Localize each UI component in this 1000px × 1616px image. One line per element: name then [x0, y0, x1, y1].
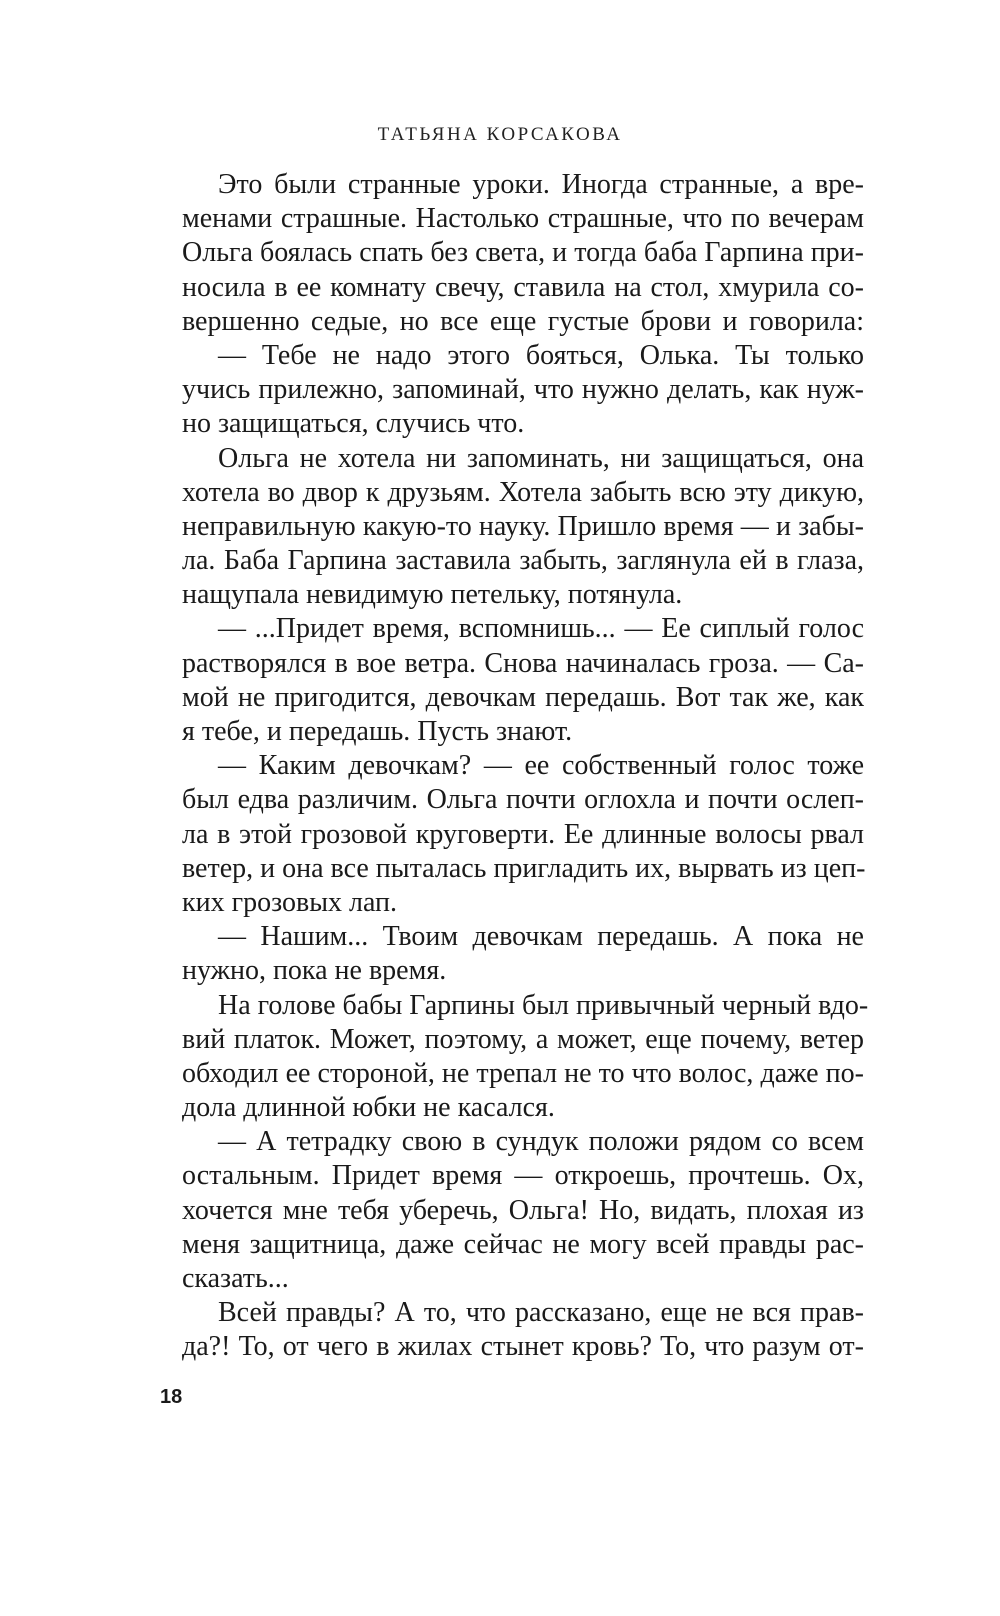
text-line: — Тебе не надо этого бояться, Олька. Ты только	[218, 339, 864, 371]
text-line: растворялся в вое ветра. Снова начиналась гроза. — Са-	[182, 647, 864, 679]
text-line: — Каким девочкам? — ее собственный голос тоже	[218, 750, 864, 782]
text-line: Ольга не хотела ни запоминать, ни защищаться, она	[218, 442, 864, 474]
text-line: сказать...	[182, 1263, 289, 1294]
text-line: меня защитница, даже сейчас не могу всей правды рас-	[182, 1228, 864, 1260]
text-line: учись прилежно, запоминай, что нужно делать, как нуж-	[182, 374, 864, 406]
text-line: я тебе, и передашь. Пусть знают.	[182, 716, 573, 747]
text-line: ветер, и она все пыталась пригладить их, вырвать из цеп-	[182, 852, 866, 884]
text-line: — ...Придет время, вспомнишь... — Ее сиплый голос	[218, 613, 864, 645]
text-line: был едва различим. Ольга почти оглохла и почти ослеп-	[182, 784, 864, 816]
text-line: Это были странные уроки. Иногда странные, а вре-	[218, 169, 864, 200]
text-line: ких грозовых лап.	[182, 886, 398, 918]
text-line: обходил ее стороной, не трепал не то что волос, даже по-	[182, 1057, 864, 1089]
text-line: вий платок. Может, поэтому, а может, еще почему, ветер	[182, 1023, 864, 1055]
text-line: хочется мне тебя уберечь, Ольга! Но, видать, плохая из	[182, 1194, 864, 1226]
text-line: неправильную какую-то науку. Пришло время — и забы-	[182, 510, 864, 542]
text-line: носила в ее комнату свечу, ставила на стол, хмурила со-	[182, 271, 864, 303]
text-line: вершенно седые, но все еще густые брови и говорила:	[182, 305, 864, 337]
text-line: — А тетрадку свою в сундук положи рядом со всем	[218, 1126, 864, 1158]
text-line: — Нашим... Твоим девочкам передашь. А пока не	[218, 921, 864, 953]
text-line: ла в этой грозовой круговерти. Ее длинные волосы рвал	[182, 818, 864, 850]
text-line: остальным. Придет время — откроешь, прочтешь. Ох,	[182, 1160, 864, 1192]
page-number: 18	[160, 1386, 183, 1408]
text-line: хотела во двор к друзьям. Хотела забыть всю эту дикую,	[182, 476, 864, 508]
body-text	[182, 168, 869, 1365]
text-line: Ольга боялась спать без света, и тогда баба Гарпина при-	[182, 237, 864, 269]
text-line: Всей правды? А то, что рассказано, еще не вся прав-	[218, 1297, 864, 1329]
text-line: На голове бабы Гарпины был привычный черный вдо-	[218, 989, 869, 1021]
text-line: да?! То, от чего в жилах стынет кровь? То, что разум от-	[182, 1331, 864, 1363]
text-line: нащупала невидимую петельку, потянула.	[182, 579, 683, 611]
text-line: но защищаться, случись что.	[182, 408, 525, 440]
text-line: ла. Баба Гарпина заставила забыть, заглянула ей в глаза,	[182, 545, 864, 577]
text-line: нужно, пока не время.	[182, 955, 447, 987]
text-line: менами страшные. Настолько страшные, что по вечерам	[182, 203, 864, 235]
text-line: мой не пригодится, девочкам передашь. Вот так же, как	[182, 681, 864, 713]
running-head: ТАТЬЯНА КОРСАКОВА	[377, 124, 623, 145]
text-line: дола длинной юбки не касался.	[182, 1092, 555, 1124]
